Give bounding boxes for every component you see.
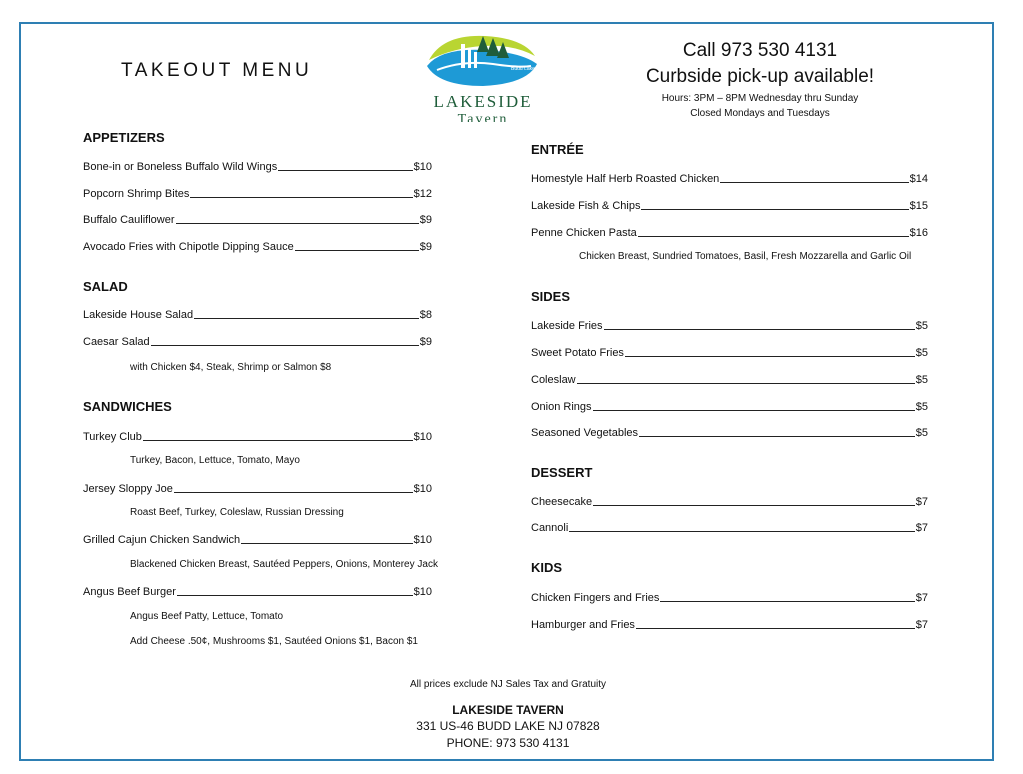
item-note: Blackened Chicken Breast, Sautéed Peppers, Onions, Monterey Jack (130, 559, 438, 570)
menu-item: Cannoli $7 (531, 522, 928, 534)
logo-sign-text: Budd Lake (511, 66, 535, 72)
entree-note: Chicken Breast, Sundried Tomatoes, Basil, Fresh Mozzarella and Garlic Oil (579, 251, 912, 262)
menu-item: Lakeside Fries $5 (531, 320, 928, 332)
section-dessert: DESSERT (531, 465, 593, 480)
section-entree: ENTRÉE (531, 142, 584, 157)
menu-item: Sweet Potato Fries $5 (531, 347, 928, 359)
lakeside-logo (423, 30, 543, 122)
phone-line: Call 973 530 4131 (682, 40, 838, 61)
menu-item: Jersey Sloppy Joe $10 (83, 483, 432, 495)
menu-item: Homestyle Half Herb Roasted Chicken $14 (531, 173, 928, 185)
menu-item: Avocado Fries with Chipotle Dipping Sauce $9 (83, 241, 432, 253)
menu-frame (19, 22, 994, 761)
menu-item: Lakeside House Salad $8 (83, 309, 432, 321)
page-title: TAKEOUT MENU (121, 60, 313, 81)
hours-line: Hours: 3PM – 8PM Wednesday thru Sunday (661, 93, 859, 104)
logo-name-line1: LAKESIDE (433, 92, 533, 111)
menu-item: Bone-in or Boneless Buffalo Wild Wings $10 (83, 161, 432, 173)
logo-graphic (423, 30, 543, 92)
menu-item: Popcorn Shrimp Bites $12 (83, 188, 432, 200)
section-kids: KIDS (531, 560, 563, 575)
menu-item: Buffalo Cauliflower $9 (83, 214, 432, 226)
item-note: Roast Beef, Turkey, Coleslaw, Russian Dressing (130, 507, 344, 518)
menu-item: Grilled Cajun Chicken Sandwich $10 (83, 534, 432, 546)
menu-item: Seasoned Vegetables $5 (531, 427, 928, 439)
section-salad: SALAD (83, 279, 128, 294)
burger-extras-note: Add Cheese .50¢, Mushrooms $1, Sautéed Onions $1, Bacon $1 (130, 636, 418, 647)
footer-address: 331 US-46 BUDD LAKE NJ 07828 (416, 719, 600, 733)
menu-item: Hamburger and Fries $7 (531, 619, 928, 631)
menu-item: Caesar Salad $9 (83, 336, 432, 348)
menu-item: Coleslaw $5 (531, 374, 928, 386)
menu-item: Penne Chicken Pasta $16 (531, 227, 928, 239)
closed-line: Closed Mondays and Tuesdays (690, 108, 830, 119)
menu-item: Onion Rings $5 (531, 401, 928, 413)
section-sides: SIDES (531, 289, 571, 304)
menu-item: Turkey Club $10 (83, 431, 432, 443)
logo-name-line2: Tavern (457, 112, 509, 122)
section-appetizers: APPETIZERS (83, 130, 165, 145)
menu-item: Cheesecake $7 (531, 496, 928, 508)
footer-name: LAKESIDE TAVERN (452, 703, 564, 717)
tax-note: All prices exclude NJ Sales Tax and Gratuity (409, 679, 606, 690)
menu-item: Lakeside Fish & Chips $15 (531, 200, 928, 212)
footer-phone: PHONE: 973 530 4131 (446, 736, 570, 750)
item-note: Angus Beef Patty, Lettuce, Tomato (130, 611, 284, 622)
section-sandwiches: SANDWICHES (83, 399, 172, 414)
salad-note: with Chicken $4, Steak, Shrimp or Salmon $8 (130, 362, 332, 373)
menu-item: Angus Beef Burger $10 (83, 586, 432, 598)
pickup-line: Curbside pick-up available! (645, 66, 875, 87)
item-note: Turkey, Bacon, Lettuce, Tomato, Mayo (130, 455, 300, 466)
menu-item: Chicken Fingers and Fries $7 (531, 592, 928, 604)
